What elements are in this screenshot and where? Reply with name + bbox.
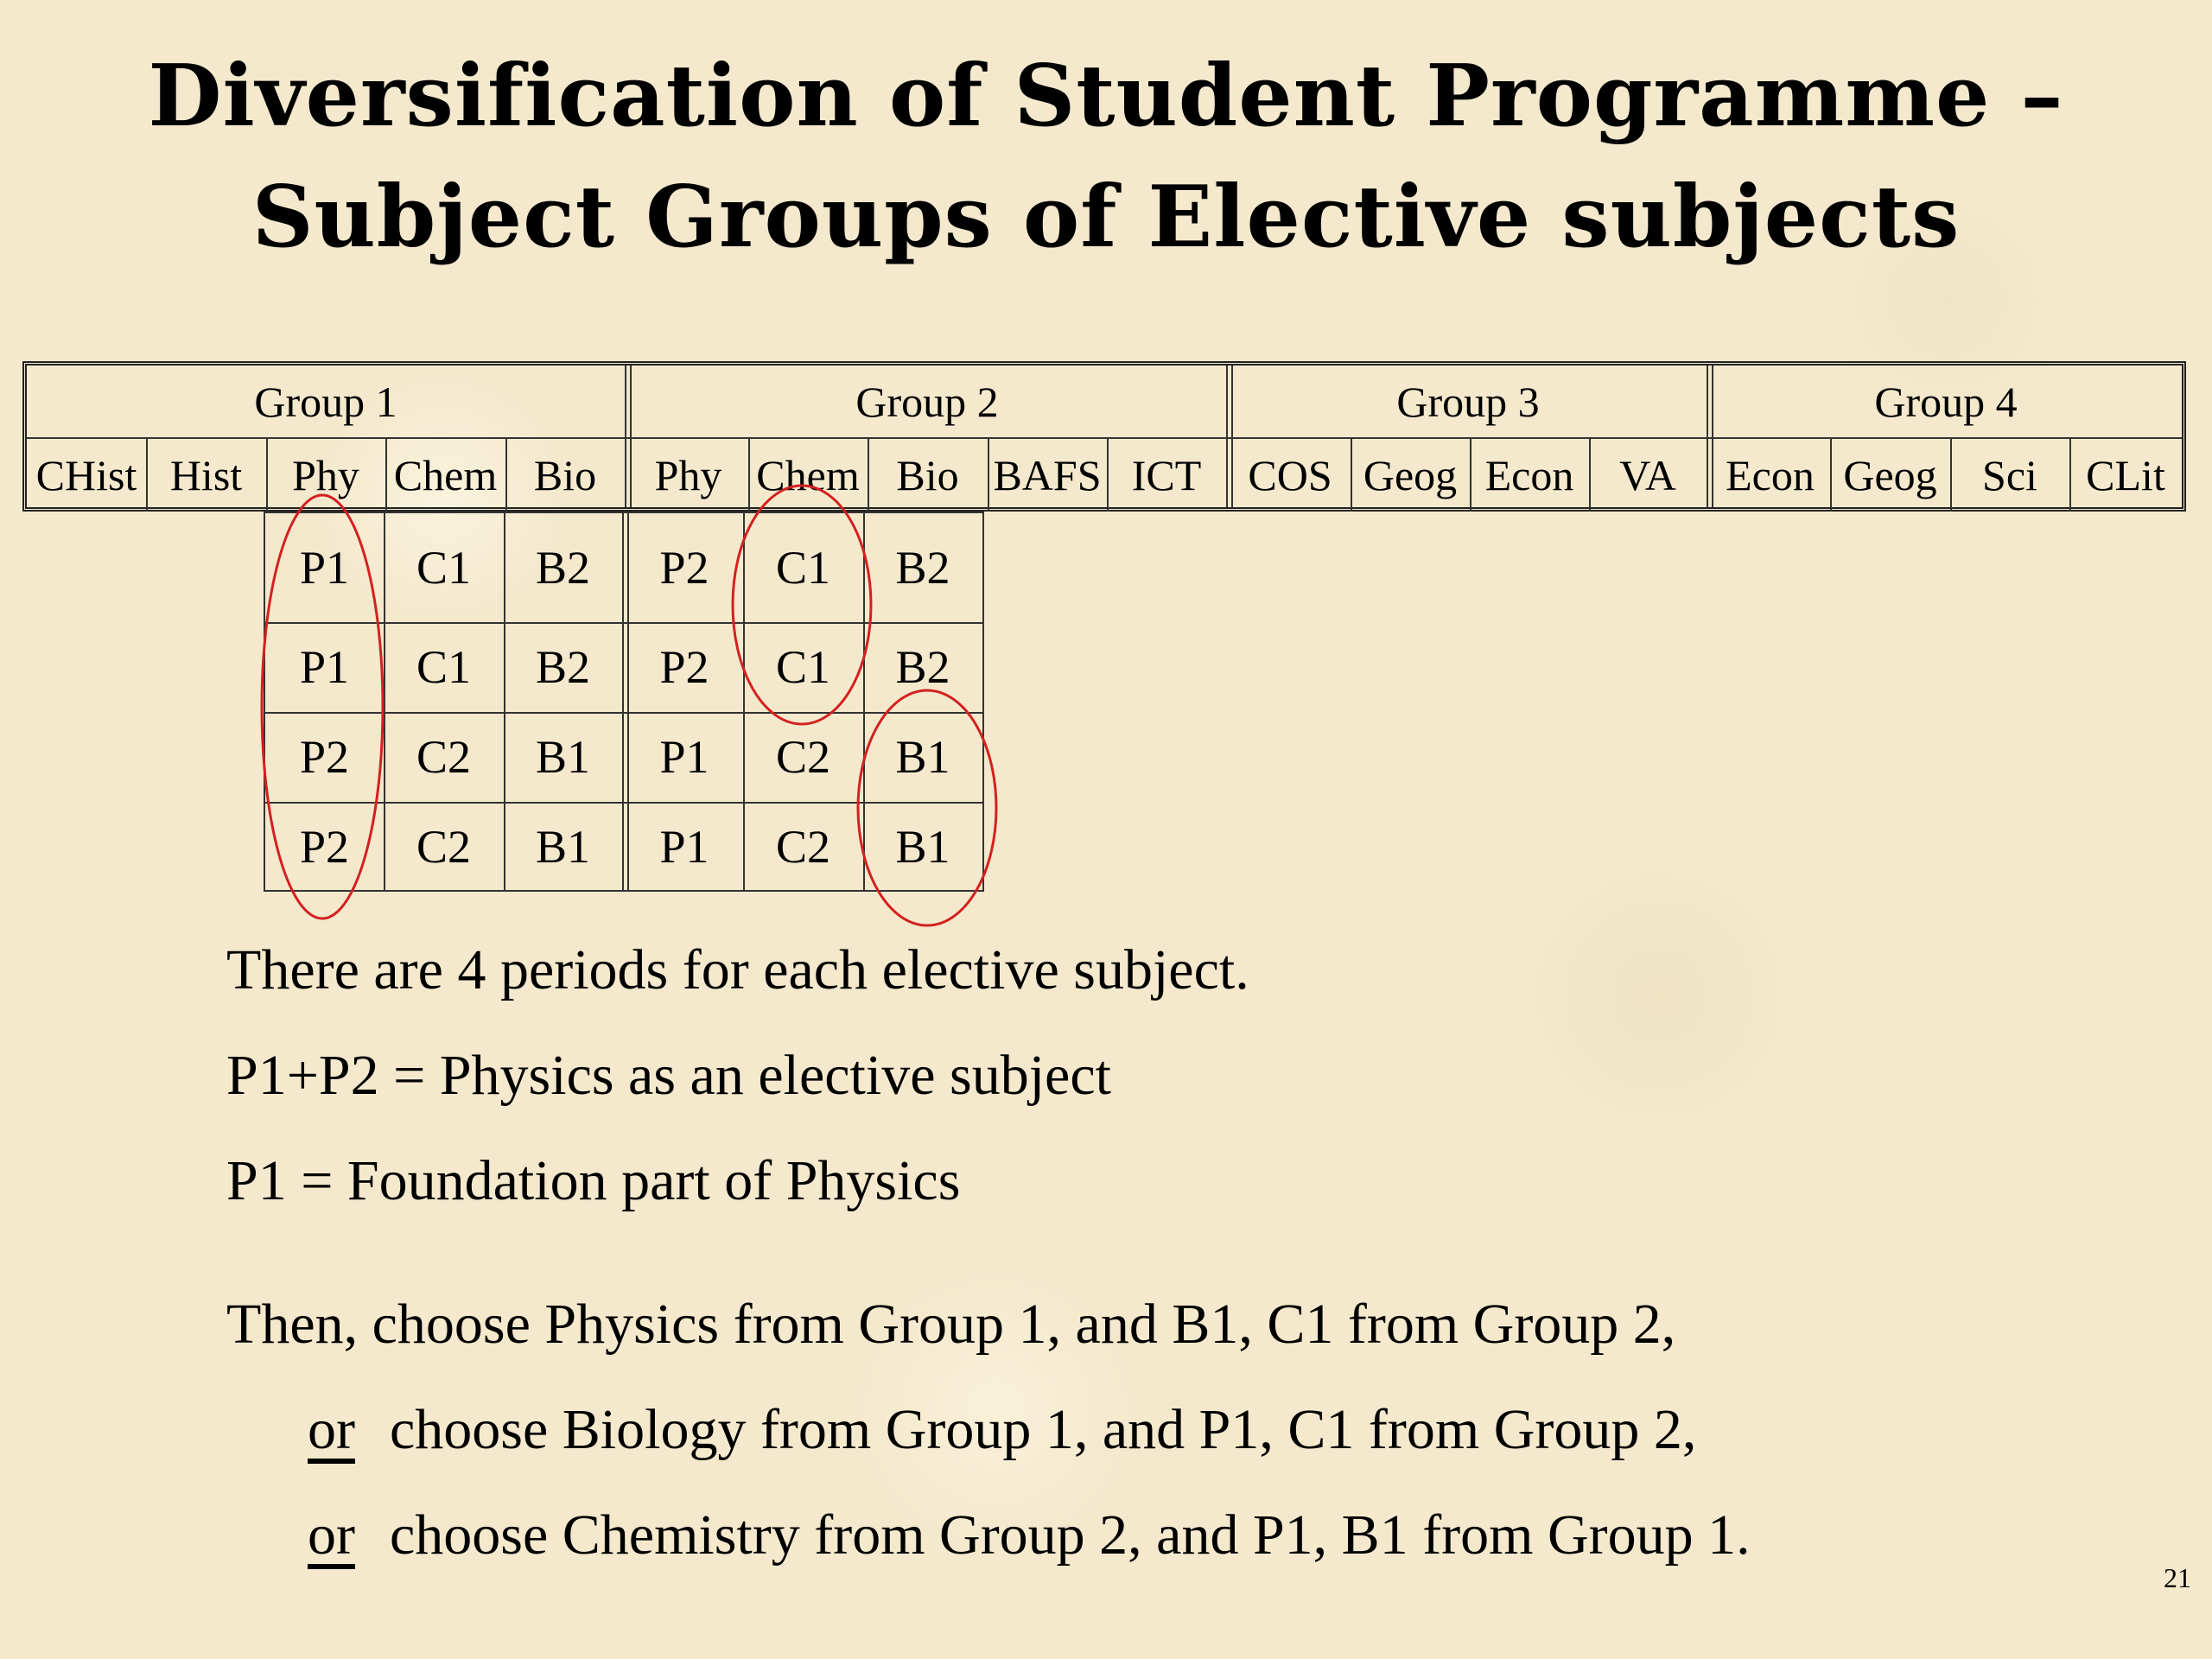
slide-title — [0, 36, 2212, 278]
note-choose-physics: Then, choose Physics from Group 1, and B1, C1 from Group 2, — [226, 1293, 1676, 1356]
grid-cell: P2 — [659, 641, 709, 693]
grid-cell: C2 — [416, 821, 472, 873]
subject-va: VA — [1619, 451, 1676, 499]
subject-phy-g1: Phy — [292, 451, 359, 499]
grid-cell: B1 — [895, 731, 950, 783]
group-3-label: Group 3 — [1396, 377, 1540, 426]
grid-cell: P2 — [299, 821, 350, 873]
note-physics-elective: P1+P2 = Physics as an elective subject — [226, 1044, 1111, 1107]
grid-cell: P1 — [299, 542, 350, 594]
subject-chem-g1: Chem — [393, 451, 498, 499]
subject-econ-g3: Econ — [1484, 451, 1574, 499]
subject-groups-header-table — [22, 361, 2186, 512]
or-word: or — [308, 1398, 355, 1461]
grid-cell: B1 — [535, 731, 591, 783]
subject-phy-g2: Phy — [654, 451, 722, 499]
option-chemistry — [308, 1503, 1751, 1568]
grid-cell: P2 — [659, 542, 709, 594]
group-2-label: Group 2 — [855, 377, 999, 426]
subject-geog-g3: Geog — [1363, 451, 1458, 499]
grid-cell: C1 — [775, 542, 831, 594]
title-line-2: Subject Groups of Elective subjects — [251, 168, 1961, 267]
group-4-label: Group 4 — [1874, 377, 2018, 426]
grid-cell: B2 — [535, 641, 591, 693]
grid-cell: P1 — [659, 731, 709, 783]
subject-cos: COS — [1248, 451, 1332, 499]
note-periods: There are 4 periods for each elective subject. — [226, 938, 1249, 1001]
grid-cell: C1 — [416, 542, 472, 594]
grid-cell: C2 — [416, 731, 472, 783]
subject-bio-g1: Bio — [533, 451, 597, 499]
grid-cell: P2 — [299, 731, 350, 783]
grid-cell: B2 — [895, 641, 950, 693]
grid-cell: B1 — [535, 821, 591, 873]
subject-econ-g4: Econ — [1726, 451, 1815, 499]
group-1-label: Group 1 — [254, 377, 397, 426]
grid-cell: C1 — [416, 641, 472, 693]
page-number: 21 — [2164, 1562, 2191, 1593]
grid-cell: B2 — [535, 542, 591, 594]
period-allocation-grid — [264, 512, 984, 892]
grid-cell: B1 — [895, 821, 950, 873]
grid-cell: P1 — [659, 821, 709, 873]
note-foundation: P1 = Foundation part of Physics — [226, 1149, 961, 1212]
grid-cell: C2 — [775, 731, 831, 783]
title-line-1: Diversification of Student Programme – — [148, 47, 2064, 146]
subject-sci: Sci — [1982, 451, 2037, 499]
grid-cell: C2 — [775, 821, 831, 873]
subject-hist: Hist — [169, 451, 243, 499]
option-biology — [308, 1397, 1696, 1463]
subject-bafs: BAFS — [993, 451, 1102, 499]
subject-geog-g4: Geog — [1843, 451, 1937, 499]
option-chemistry-text: choose Chemistry from Group 2, and P1, B1 from Group 1. — [389, 1503, 1751, 1567]
grid-cell: P1 — [299, 641, 350, 693]
option-biology-text: choose Biology from Group 1, and P1, C1 from Group 2, — [389, 1398, 1697, 1461]
subject-bio-g2: Bio — [896, 451, 959, 499]
subject-clit: CLit — [2086, 451, 2165, 499]
subject-ict: ICT — [1131, 451, 1202, 499]
grid-cell: C1 — [775, 641, 831, 693]
subject-chist: CHist — [35, 451, 137, 499]
subject-chem-g2: Chem — [756, 451, 860, 499]
or-word: or — [308, 1503, 355, 1567]
grid-cell: B2 — [895, 542, 950, 594]
